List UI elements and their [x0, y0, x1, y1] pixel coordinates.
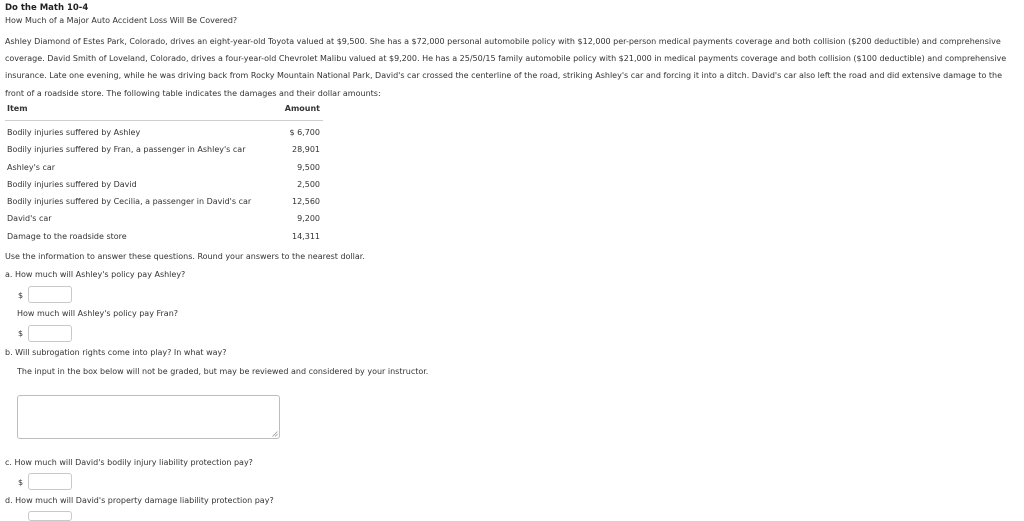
row-item: Bodily injuries suffered by Cecilia, a passenger in David's car	[7, 197, 252, 207]
table-row	[5, 228, 323, 245]
row-amount: 14,311	[292, 231, 320, 241]
page-subtitle: How Much of a Major Auto Accident Loss Will Be Covered?	[5, 16, 238, 25]
page-title: Do the Math 10-4	[5, 3, 89, 13]
problem-paragraph: Ashley Diamond of Estes Park, Colorado, drives an eight-year-old Toyota valued at $9,500. She has a $72,000 personal automobile policy with $12,000 per-person medical payments coverage and both collision ($200 deductible) and comprehensive coverage. David Smith of Loveland, Colorado, drives a four-year-old Chevrolet Malibu valued at $9,200. He has a 25/50/15 family automobile policy with $21,000 in medical payments coverage and both collision ($100 deductible) and comprehensive insurance. Late one evening, while he was driving back from Rocky Mountain National Park, David's car crossed the centerline of the road, striking Ashley's car and forcing it into a ditch. David's car also left the road and did extensive damage to the front of a roadside store. The following table indicates the damages and their dollar amounts:	[5, 37, 1007, 98]
row-amount: 9,500	[297, 162, 320, 172]
row-item: Damage to the roadside store	[7, 231, 127, 241]
row-item: Bodily injuries suffered by David	[7, 179, 137, 189]
table-row	[5, 159, 323, 176]
answer-c-input[interactable]	[28, 473, 72, 490]
question-a-ashley: a. How much will Ashley's policy pay Ashley?	[5, 270, 186, 279]
question-d: d. How much will David's property damage liability protection pay?	[5, 496, 274, 505]
question-c: c. How much will David's bodily injury liability protection pay?	[5, 458, 253, 467]
answer-a-ashley-input[interactable]	[28, 286, 72, 303]
column-header-amount: Amount	[284, 104, 320, 113]
row-amount: $ 6,700	[289, 128, 320, 137]
table-row	[5, 210, 323, 227]
table-row	[5, 176, 323, 193]
question-b-note: The input in the box below will not be graded, but may be reviewed and considered by your instructor.	[17, 367, 429, 376]
instructions-text: Use the information to answer these questions. Round your answers to the nearest dollar.	[5, 252, 365, 261]
row-amount: 2,500	[297, 179, 320, 189]
answer-d-input[interactable]	[28, 511, 72, 521]
row-item: David's car	[7, 214, 52, 224]
currency-symbol: $	[18, 291, 24, 300]
row-amount: 28,901	[292, 145, 320, 155]
row-item: Bodily injuries suffered by Fran, a passenger in Ashley's car	[7, 145, 246, 155]
table-row	[5, 193, 323, 210]
row-amount: 9,200	[297, 214, 320, 224]
row-item: Ashley's car	[7, 162, 56, 172]
question-b: b. Will subrogation rights come into play? In what way?	[5, 348, 227, 357]
question-a-fran: How much will Ashley's policy pay Fran?	[17, 309, 179, 318]
table-row	[5, 124, 323, 141]
damages-table	[5, 103, 323, 245]
table-row	[5, 141, 323, 158]
table-header	[5, 103, 323, 121]
row-amount: 12,560	[292, 197, 320, 207]
resize-handle-icon[interactable]	[272, 431, 278, 437]
answer-b-textarea[interactable]	[17, 395, 280, 439]
column-header-item: Item	[7, 104, 28, 113]
currency-symbol: $	[18, 329, 24, 338]
currency-symbol: $	[18, 478, 24, 487]
answer-a-fran-input[interactable]	[28, 325, 72, 342]
row-item: Bodily injuries suffered by Ashley	[7, 128, 141, 137]
